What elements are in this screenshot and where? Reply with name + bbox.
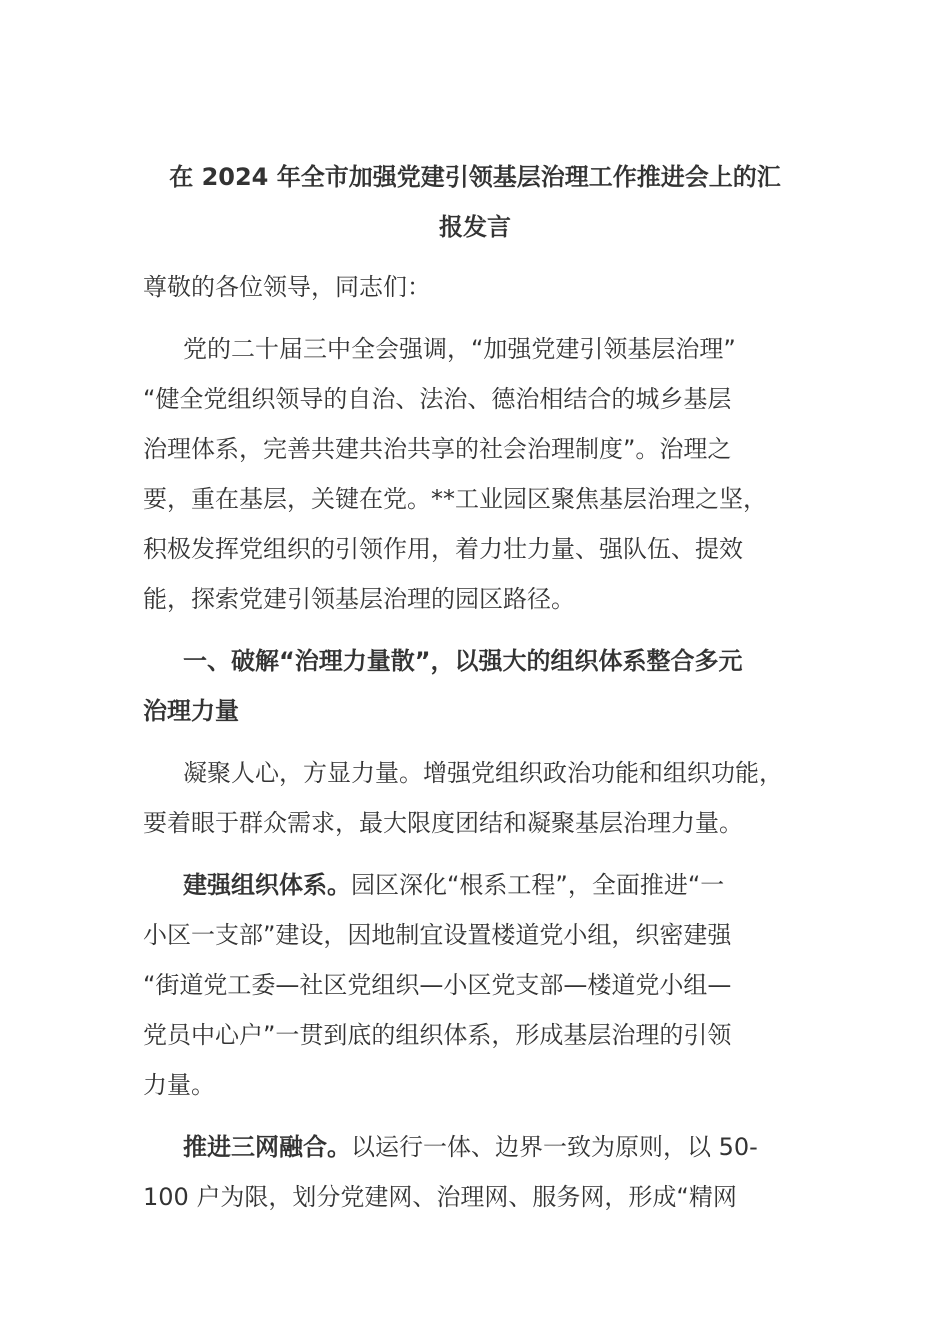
intro-line: 治理体系，完善共建共治共享的社会治理制度”。治理之 [143,435,732,463]
org-system-paragraph [143,860,833,1110]
three-grid-lead: 推进三网融合。 [183,1133,351,1161]
title-line-1: 在 2024 年全市加强党建引领基层治理工作推进会上的汇 [169,163,781,191]
three-grid-first-rest: 以运行一体、边界一致为原则，以 50- [351,1133,758,1161]
three-grid-paragraph [143,1122,833,1222]
org-system-first-rest: 园区深化“根系工程”，全面推进“一 [351,871,725,899]
section-heading-line: 治理力量 [143,697,239,725]
intro-line: 能，探索党建引领基层治理的园区路径。 [143,585,575,613]
section-1-intro [143,748,833,848]
intro-line: 党的二十届三中全会强调，“加强党建引领基层治理” [183,335,736,363]
document-title [143,152,807,252]
section-heading-line: 一、破解“治理力量散”，以强大的组织体系整合多元 [183,647,743,675]
intro-line: “健全党组织领导的自治、法治、德治相结合的城乡基层 [143,385,732,413]
section-1-heading [143,636,833,736]
title-line-2: 报发言 [439,213,511,241]
org-system-line: 力量。 [143,1071,215,1099]
three-grid-first-line [143,1122,833,1172]
section-intro-line: 要着眼于群众需求，最大限度团结和凝聚基层治理力量。 [143,809,743,837]
org-system-line: 党员中心户”一贯到底的组织体系，形成基层治理的引领 [143,1021,732,1049]
org-system-lead: 建强组织体系。 [183,871,351,899]
salutation-text: 尊敬的各位领导，同志们： [143,273,431,301]
org-system-line: 小区一支部”建设，因地制宜设置楼道党小组，织密建强 [143,921,732,949]
three-grid-line: 100 户为限，划分党建网、治理网、服务网，形成“精网 [143,1183,737,1211]
org-system-line: “街道党工委—社区党组织—小区党支部—楼道党小组— [143,971,732,999]
intro-line: 积极发挥党组织的引领作用，着力壮力量、强队伍、提效 [143,535,743,563]
salutation [143,262,833,312]
intro-line: 要，重在基层，关键在党。**工业园区聚焦基层治理之坚， [143,485,767,513]
intro-paragraph [143,324,833,624]
document-body [143,262,833,1222]
org-system-first-line [143,860,833,910]
section-intro-line: 凝聚人心，方显力量。增强党组织政治功能和组织功能， [183,759,783,787]
